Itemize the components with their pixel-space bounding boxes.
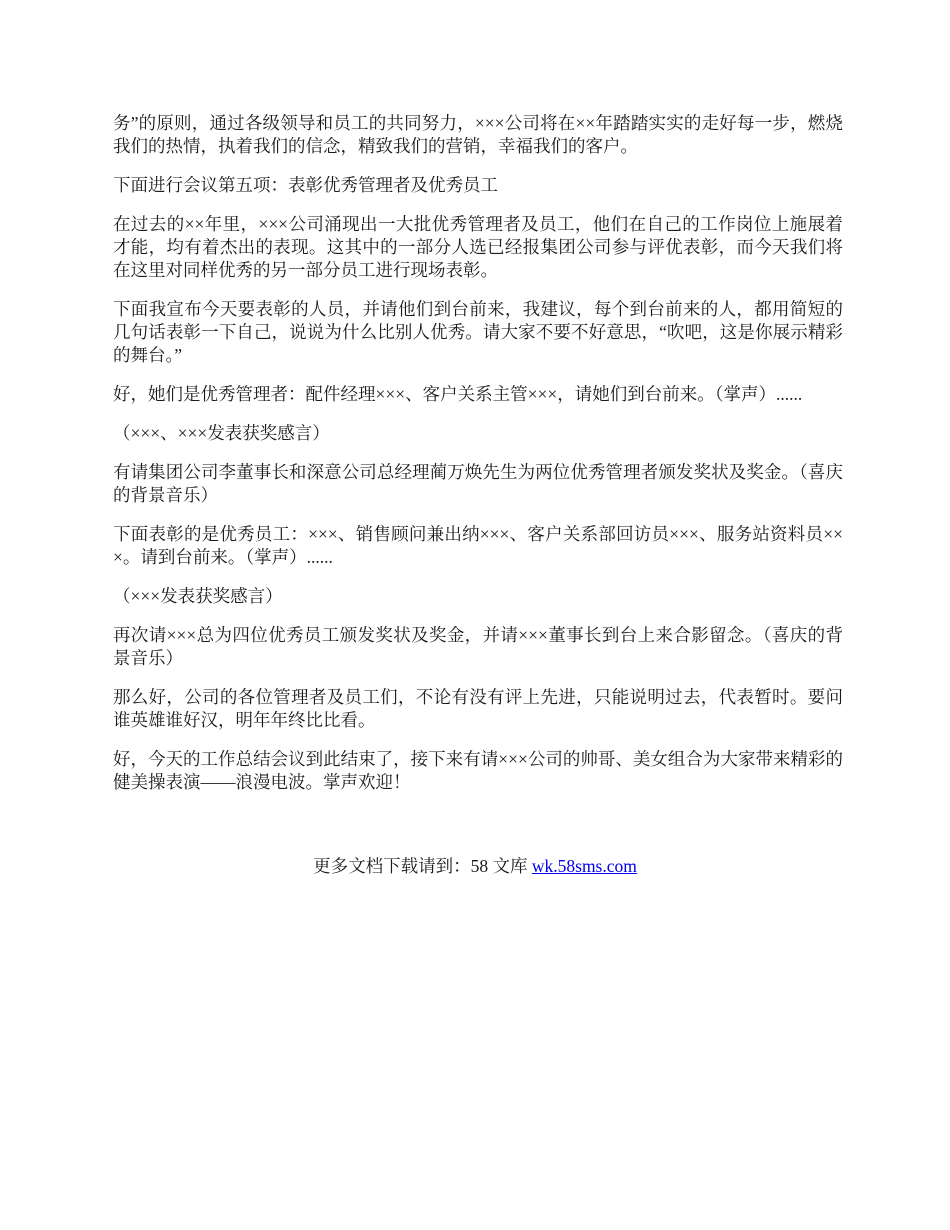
download-footer <box>113 855 837 878</box>
paragraph-9: （×××发表获奖感言） <box>113 586 283 606</box>
document-body <box>113 112 843 810</box>
paragraph-4: 下面我宣布今天要表彰的人员，并请他们到台前来，我建议，每个到台前来的人，都用简短的几句话表彰一下自己，说说为什么比别人优秀。请大家不要不好意思，“吹吧，这是你展示精彩的舞台。” <box>113 299 843 365</box>
paragraph-12: 好，今天的工作总结会议到此结束了，接下来有请×××公司的帅哥、美女组合为大家带来精彩的健美操表演——浪漫电波。掌声欢迎！ <box>113 749 843 792</box>
paragraph-6: （×××、×××发表获奖感言） <box>113 423 330 443</box>
paragraph-7: 有请集团公司李董事长和深意公司总经理蔺万焕先生为两位优秀管理者颁发奖状及奖金。（喜庆的背景音乐） <box>113 462 843 505</box>
paragraph-3: 在过去的××年里，×××公司涌现出一大批优秀管理者及员工，他们在自己的工作岗位上施展着才能，均有着杰出的表现。这其中的一部分人选已经报集团公司参与评优表彰，而今天我们将在这里对同样优秀的另一部分员工进行现场表彰。 <box>113 214 843 280</box>
paragraph-5: 好，她们是优秀管理者：配件经理×××、客户关系主管×××，请她们到台前来。（掌声）...... <box>113 384 803 404</box>
paragraph-1: 务”的原则，通过各级领导和员工的共同努力，×××公司将在××年踏踏实实的走好每一步，燃烧我们的热情，执着我们的信念，精致我们的营销，幸福我们的客户。 <box>113 113 843 156</box>
footer-site-link[interactable]: wk.58sms.com <box>531 856 637 876</box>
paragraph-8: 下面表彰的是优秀员工：×××、销售顾问兼出纳×××、客户关系部回访员×××、服务站资料员×××。请到台前来。（掌声）...... <box>113 524 843 567</box>
paragraph-11: 那么好，公司的各位管理者及员工们，不论有没有评上先进，只能说明过去，代表暂时。要问谁英雄谁好汉，明年年终比比看。 <box>113 687 843 730</box>
paragraph-10: 再次请×××总为四位优秀员工颁发奖状及奖金，并请×××董事长到台上来合影留念。（喜庆的背景音乐） <box>113 625 843 668</box>
paragraph-2-section-heading: 下面进行会议第五项：表彰优秀管理者及优秀员工 <box>113 175 498 195</box>
footer-prefix-text: 更多文档下载请到：58 文库 <box>313 856 532 876</box>
